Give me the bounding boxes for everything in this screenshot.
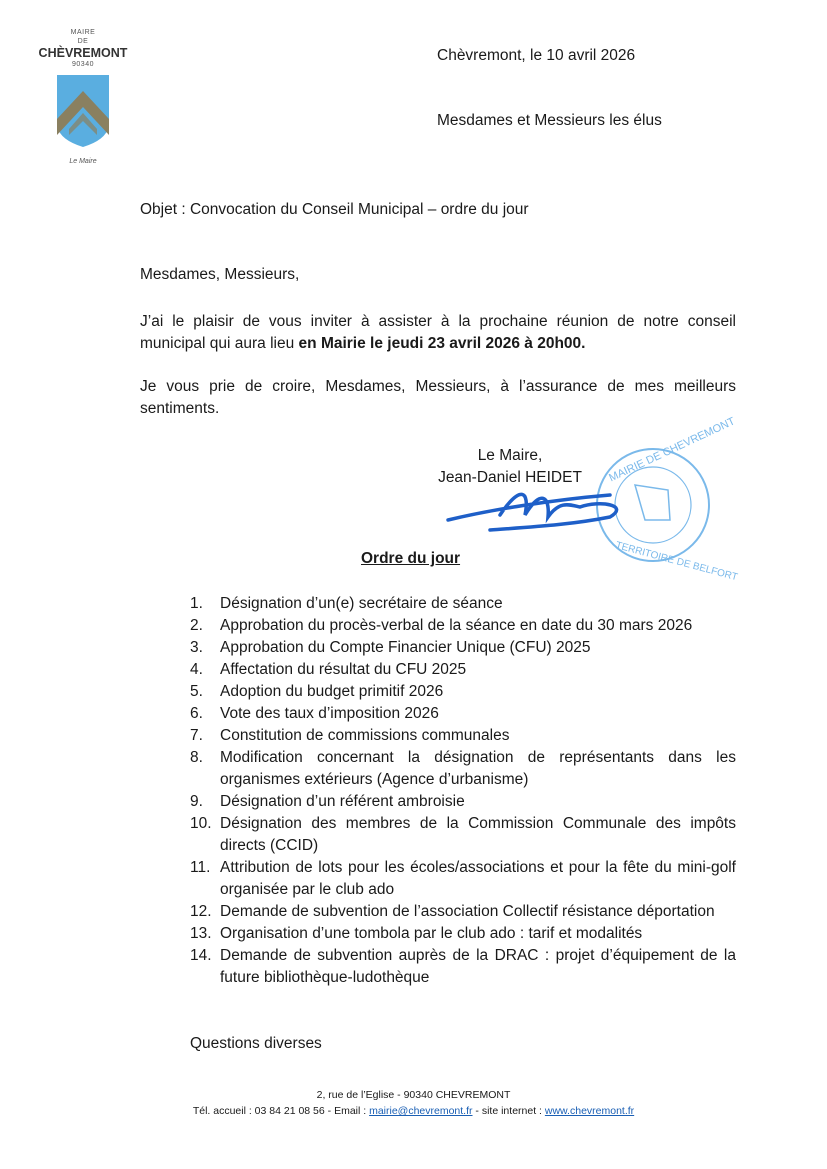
agenda-other: Questions diverses: [190, 1035, 322, 1052]
footer-phone: Tél. accueil : 03 84 21 08 56 - Email :: [192, 1105, 370, 1117]
agenda-item-number: 3.: [190, 639, 203, 656]
footer: [0, 1087, 827, 1119]
agenda-item-text: Affectation du résultat du CFU 2025: [220, 661, 467, 678]
agenda-item-text: Vote des taux d’imposition 2026: [220, 705, 439, 722]
agenda-item-number: 4.: [190, 661, 203, 678]
logo-postcode: 90340: [72, 61, 94, 68]
agenda-item-text: Approbation du procès-verbal de la séance en date du 30 mars 2026: [220, 617, 693, 634]
agenda-item: [160, 923, 736, 945]
agenda-item-number: 1.: [190, 595, 203, 612]
agenda-item-number: 8.: [190, 749, 203, 766]
footer-site-label: - site internet :: [472, 1105, 545, 1117]
agenda-item-number: 14.: [190, 947, 212, 964]
agenda-item-text: Constitution de commissions communales: [220, 727, 510, 744]
agenda-item: [160, 945, 736, 989]
logo-caption: Le Maire: [69, 158, 97, 165]
agenda-item: [160, 747, 736, 791]
agenda-item-text: Désignation d’un référent ambroisie: [220, 793, 465, 810]
agenda-item: [160, 593, 736, 615]
municipal-logo: [28, 28, 138, 165]
agenda-item: [160, 725, 736, 747]
invitation-text: J’ai le plaisir de vous inviter à assister à la prochaine réunion de notre conseil municipal qui aura lieu: [140, 313, 736, 352]
salutation: Mesdames, Messieurs,: [140, 266, 300, 283]
agenda-item: [160, 901, 736, 923]
logo-line1: MAIRE: [70, 29, 96, 36]
agenda-item-text: Désignation d’un(e) secrétaire de séance: [220, 595, 503, 612]
meeting-details: en Mairie le jeudi 23 avril 2026 à 20h00.: [298, 335, 586, 352]
agenda-item-text: Approbation du Compte Financier Unique (CFU) 2025: [220, 639, 591, 656]
logo-line2: DE: [77, 38, 89, 45]
agenda-item: [160, 703, 736, 725]
letter-recipient: Mesdames et Messieurs les élus: [437, 112, 662, 129]
agenda-item-number: 11.: [190, 859, 211, 876]
agenda-item-number: 9.: [190, 793, 203, 810]
stamp-text-bottom: TERRITOIRE DE BELFORT: [614, 540, 739, 584]
signature-and-stamp: [430, 415, 739, 584]
agenda-item: [160, 857, 736, 901]
signer-name: Jean-Daniel HEIDET: [438, 469, 582, 486]
agenda-item: [160, 791, 736, 813]
agenda-item-number: 5.: [190, 683, 203, 700]
footer-address: 2, rue de l’Eglise - 90340 CHEVREMONT: [316, 1089, 511, 1101]
agenda-item-text: Désignation des membres de la Commission Communale des impôts directs (CCID): [220, 815, 736, 854]
agenda-item-number: 12.: [190, 903, 212, 920]
stamp-text-top: MAIRIE DE CHEVREMONT: [607, 415, 737, 485]
agenda-item-number: 10.: [190, 815, 212, 832]
handwritten-signature: [448, 494, 617, 530]
website-link[interactable]: www.chevremont.fr: [544, 1105, 635, 1117]
official-stamp-icon: [597, 415, 739, 583]
coat-of-arms-icon: [55, 73, 111, 149]
agenda-item-text: Attribution de lots pour les écoles/associations et pour la fête du mini-golf organisée par le club ado: [220, 859, 736, 898]
agenda-title: Ordre du jour: [361, 550, 461, 567]
signer-role: Le Maire,: [477, 447, 543, 464]
agenda-item-number: 6.: [190, 705, 203, 722]
agenda-item: [160, 681, 736, 703]
invitation-paragraph: [140, 311, 736, 355]
agenda-item: [160, 637, 736, 659]
agenda-item-text: Demande de subvention auprès de la DRAC : projet d’équipement de la future bibliothèque-ludothèque: [220, 947, 736, 986]
logo-name: CHÈVREMONT: [38, 46, 128, 60]
letter-date: Chèvremont, le 10 avril 2026: [437, 47, 636, 64]
email-link[interactable]: mairie@chevremont.fr: [369, 1105, 473, 1117]
agenda-item-text: Demande de subvention de l’association Collectif résistance déportation: [220, 903, 715, 920]
closing-paragraph: Je vous prie de croire, Mesdames, Messieurs, à l’assurance de mes meilleurs sentiments.: [140, 378, 736, 417]
agenda-list: [160, 593, 736, 989]
agenda-item: [160, 615, 736, 637]
agenda-item: [160, 813, 736, 857]
agenda-item-text: Adoption du budget primitif 2026: [220, 683, 444, 700]
agenda-item-number: 13.: [190, 925, 212, 942]
agenda-item-text: Modification concernant la désignation de représentants dans les organismes extérieurs (Agence d’urbanisme): [220, 749, 736, 788]
agenda-item: [160, 659, 736, 681]
agenda-item-text: Organisation d’une tombola par le club ado : tarif et modalités: [220, 925, 643, 942]
agenda-item-number: 7.: [190, 727, 203, 744]
letter-subject: Objet : Convocation du Conseil Municipal – ordre du jour: [140, 201, 529, 218]
agenda-item-number: 2.: [190, 617, 203, 634]
